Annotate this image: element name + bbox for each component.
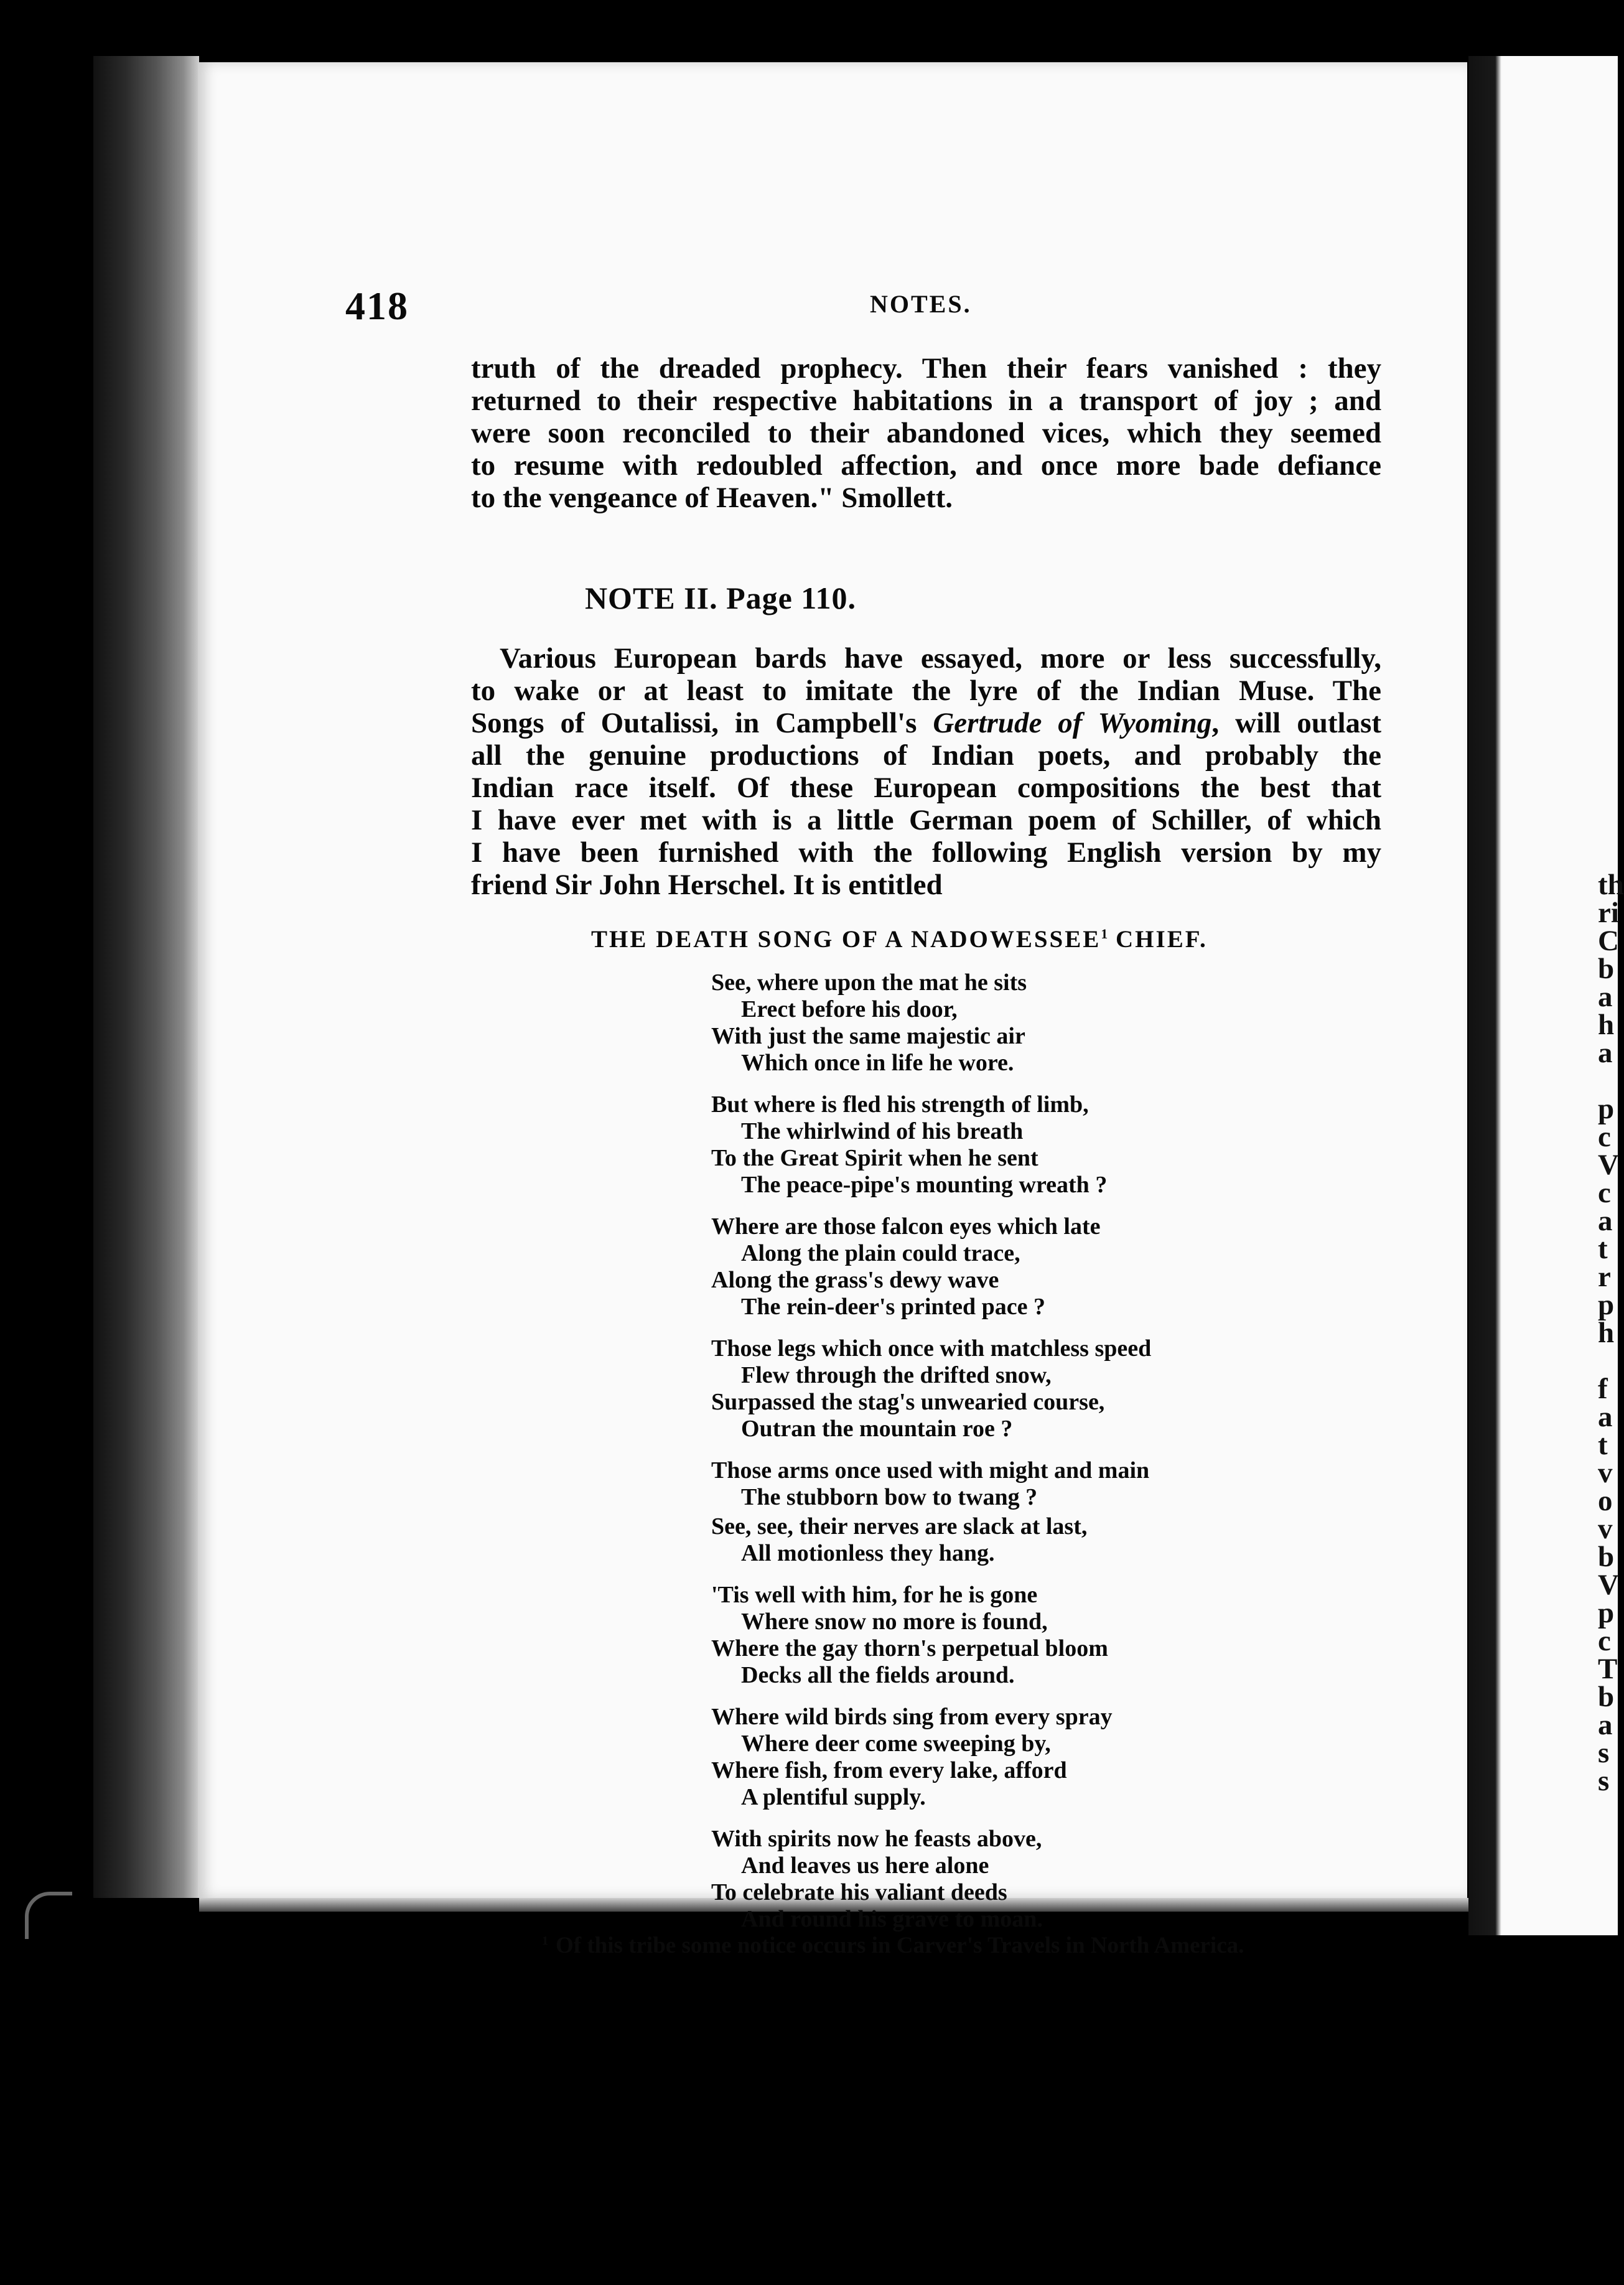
facing-page-letter: s (1598, 1765, 1610, 1797)
poem-line: Those arms once used with might and main (711, 1457, 1150, 1484)
facing-page-letter: o (1598, 1485, 1613, 1517)
running-head: NOTES. (870, 290, 972, 318)
poem-stanza (711, 1826, 1151, 1933)
facing-page-letter: V (1598, 1569, 1619, 1601)
poem-line: Decks all the fields around. (741, 1662, 1015, 1688)
facing-page-letter: b (1598, 1541, 1615, 1573)
text-line: Various European bards have essayed, more or less successfully, (500, 642, 1381, 675)
text-line: returned to their respective habitations in a transport of joy ; and (471, 385, 1381, 417)
facing-page-letter: c (1598, 1177, 1611, 1209)
footnote (542, 1932, 1244, 1959)
poem-stanza (711, 1213, 1151, 1320)
text-line: Indian race itself. Of these European compositions the best that (471, 772, 1381, 804)
poem-stanza (711, 1513, 1151, 1567)
facing-page-letter: ri (1598, 897, 1619, 929)
poem-stanza (711, 970, 1151, 1077)
poem-line: Where snow no more is found, (741, 1609, 1048, 1635)
facing-page-letter: p (1598, 1093, 1615, 1125)
poem-line: Those legs which once with matchless speed (711, 1335, 1152, 1362)
facing-page-text (1598, 869, 1624, 1797)
facing-page-letter: a (1598, 1037, 1613, 1069)
facing-page-letter: v (1598, 1513, 1613, 1545)
poem-line: Where wild birds sing from every spray (711, 1704, 1113, 1730)
poem-line: To the Great Spirit when he sent (711, 1145, 1038, 1171)
poem-line: With just the same majestic air (711, 1023, 1025, 1049)
text-line: to resume with redoubled affection, and once more bade defiance (471, 449, 1381, 482)
text-line: all the genuine productions of Indian poets, and probably the (471, 739, 1381, 772)
poem-line: A plentiful supply. (741, 1784, 926, 1810)
facing-page-letter: h (1598, 1009, 1615, 1041)
facing-page-letter: p (1598, 1289, 1615, 1321)
poem-line: Along the grass's dewy wave (711, 1267, 999, 1293)
facing-page-letter: t (1598, 1233, 1608, 1265)
text-line: were soon reconciled to their abandoned vices, which they seemed (471, 417, 1381, 449)
facing-page-letter: th (1598, 869, 1624, 901)
text-line: friend Sir John Herschel. It is entitled (471, 869, 943, 901)
text-line: I have been furnished with the following English version by my (471, 836, 1381, 869)
note-paragraph (471, 642, 1381, 901)
footnote-mark: 1 (542, 1933, 548, 1948)
facing-page-letter: a (1598, 1205, 1613, 1237)
poem-line: Where fish, from every lake, afford (711, 1757, 1067, 1783)
facing-page-letter: f (1598, 1373, 1608, 1405)
poem-line: Where the gay thorn's perpetual bloom (711, 1635, 1108, 1661)
poem-line: But where is fled his strength of limb, (711, 1091, 1089, 1118)
facing-page-letter: c (1598, 1121, 1611, 1153)
facing-page-letter: r (1598, 1261, 1611, 1293)
facing-page-letter: a (1598, 1401, 1613, 1433)
poem-stanza (711, 1457, 1151, 1511)
facing-page-letter: T (1598, 1653, 1618, 1685)
facing-page-letter: b (1598, 1681, 1615, 1713)
facing-page-letter: b (1598, 953, 1615, 985)
facing-page-letter: h (1598, 1317, 1615, 1349)
poem-stanza (711, 1091, 1151, 1199)
facing-page-letter: c (1598, 1625, 1611, 1657)
footnote-mark: 1 (1101, 926, 1108, 942)
poem-line: With spirits now he feasts above, (711, 1826, 1042, 1852)
note-heading-text: NOTE II. Page 110. (584, 581, 857, 615)
note-heading (0, 580, 1618, 616)
poem-line: To celebrate his valiant deeds (711, 1879, 1007, 1905)
page-number: 418 (345, 284, 409, 328)
poem-line: The whirlwind of his breath (741, 1118, 1024, 1144)
text-line: truth of the dreaded prophecy. Then their fears vanished : they (471, 352, 1381, 385)
text-line: to wake or at least to imitate the lyre of the Indian Muse. The (471, 675, 1381, 707)
poem-line: Flew through the drifted snow, (741, 1362, 1052, 1388)
scan-mark (25, 1892, 72, 1939)
poem-title-text: THE DEATH SONG OF A NADOWESSEE (591, 926, 1101, 953)
poem-line: And round his grave to moan. (741, 1906, 1043, 1932)
poem-line: Where are those falcon eyes which late (711, 1213, 1101, 1240)
poem-line: Outran the mountain roe ? (741, 1416, 1013, 1442)
facing-page-letter: v (1598, 1457, 1613, 1489)
book-gutter (93, 56, 199, 1898)
facing-page-letter: V (1598, 1149, 1619, 1181)
poem-line: See, see, their nerves are slack at last, (711, 1513, 1088, 1540)
poem-line: Erect before his door, (741, 996, 958, 1022)
poem-stanza (711, 1582, 1151, 1689)
poem-line: Where deer come sweeping by, (741, 1731, 1051, 1757)
facing-page-letter: C (1598, 925, 1619, 957)
poem-line: The rein-deer's printed pace ? (741, 1294, 1046, 1320)
poem (711, 970, 1151, 1948)
facing-page (1468, 56, 1624, 1935)
poem-line: Surpassed the stag's unwearied course, (711, 1389, 1105, 1415)
continuation-paragraph (471, 352, 1381, 514)
footnote-text: Of this tribe some notice occurs in Carver's Travels in North America. (556, 1933, 1244, 1958)
poem-stanza (711, 1704, 1151, 1811)
poem-title (591, 925, 1208, 953)
facing-page-letter: p (1598, 1597, 1615, 1629)
text-line: Songs of Outalissi, in Campbell's Gertrude of Wyoming, will outlast (471, 707, 1381, 739)
poem-line: And leaves us here alone (741, 1853, 989, 1879)
facing-page-letter (1598, 1067, 1618, 1095)
poem-line: The peace-pipe's mounting wreath ? (741, 1172, 1108, 1198)
poem-line: The stubborn bow to twang ? (741, 1484, 1038, 1510)
poem-stanza (711, 1335, 1151, 1442)
text-line: to the vengeance of Heaven." Smollett. (471, 482, 953, 514)
poem-line: 'Tis well with him, for he is gone (711, 1582, 1038, 1608)
poem-line: Along the plain could trace, (741, 1240, 1020, 1266)
poem-line: See, where upon the mat he sits (711, 970, 1027, 996)
facing-page-letter (1598, 1347, 1618, 1375)
facing-page-letter: s (1598, 1737, 1610, 1769)
poem-line: All motionless they hang. (741, 1540, 995, 1566)
facing-page-letter: a (1598, 1709, 1613, 1741)
poem-title-end: CHIEF. (1116, 926, 1208, 953)
facing-page-letter: t (1598, 1429, 1608, 1461)
text-line: I have ever met with is a little German poem of Schiller, of which (471, 804, 1381, 836)
poem-line: Which once in life he wore. (741, 1050, 1014, 1076)
facing-page-letter: a (1598, 981, 1613, 1013)
